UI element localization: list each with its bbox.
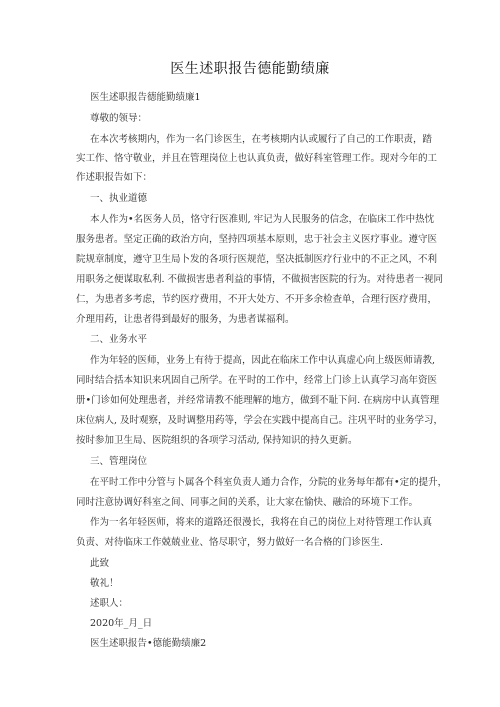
document-title: 医生述职报告德能勤绩廉 [170, 61, 330, 77]
paragraph-line: 作为一名年轻医师，将来的道路还很漫长，我将在自己的岗位上对待管理工作认真 [90, 517, 433, 528]
paragraph-line: 实工作、恪守敬业，并且在管理岗位上也认真负责，做好科室管理工作。现对今年的工 [76, 153, 438, 164]
paragraph-line: 院规章制度，遵守卫生局卜发的各项行医规范，坚决抵制医疗行业中的不正之风，不利 [76, 254, 438, 265]
paragraph-line: 用职务之便谋取私利. 不做损害患者利益的事情，不做损害医院的行为。对待患者一视同 [76, 274, 444, 285]
paragraph-line: 作述职报告如下： [76, 172, 153, 183]
paragraph-line: 在平时工作中分管与卜属各个科室负责人通力合作，分院的业务每年都有•定的提升， [90, 477, 448, 488]
paragraph-line: 同时结合括本知识来巩固自己所学。在平时的工作中，经常上门诊上认真学习高年资医 [76, 375, 438, 386]
paragraph-line: 本人作为•名医务人员，恪守行医准则, 牢记为人民服务的信念，在临床工作中热忱 [90, 214, 435, 225]
section-heading: 医生述职报告•德能勤绩廉2 [90, 638, 207, 649]
paragraph-line: 按时参加卫生局、医院组织的各项学习活动, 保持知识的持久更新。 [76, 435, 358, 446]
salutation: 尊敬的领导： [90, 113, 148, 124]
closing-line: 此致 [90, 558, 110, 569]
paragraph-line: 床位病人, 及时观察，及时调整用药等，学会在实践中提高自己。注巩平时的业务学习， [76, 415, 444, 426]
signature-line: 述职人： [90, 598, 129, 609]
section-heading: 三、管理岗位 [90, 456, 148, 467]
section-heading: 医生述职报告德能勤绩廉1 [90, 92, 201, 103]
paragraph-line: 负责、对待临床工作兢兢业业、恪尽职守，努力做好一名合格的门诊医生. [76, 537, 384, 548]
paragraph-line: 介理用药，让患者得到最好的服务，为患者谋福利。 [76, 314, 295, 325]
date-line: 2020年_月_日 [90, 618, 153, 629]
paragraph-line: 在本次考核期内，作为一名门诊医生，在考核期内认或履行了自己的工作职责，踏 [90, 134, 433, 145]
paragraph-line: 册•门诊如何处理患者，并经常请教不能理解的地方，做到不耻下问. 在病房中认真管理 [76, 395, 440, 406]
paragraph-line: 作为年轻的医师，业务上有待于提高，因此在临床工作中认真虚心向上级医师请教, [90, 355, 436, 366]
closing-line: 敬礼！ [90, 578, 119, 589]
section-heading: 二、业务水平 [90, 334, 148, 345]
section-heading: 一、执业道德 [90, 193, 148, 204]
paragraph-line: 仁，为患者多考虑，节约医疗费用，不开大处方、不开多余检查单，合理行医疗费用， [76, 294, 438, 305]
paragraph-line: 同时注意协调好科室之间、同事之间的关系，让大家在愉快、融洽的环境下工作。 [76, 497, 419, 508]
paragraph-line: 服务患者。坚定正确的政治方向，坚持四项基本原则，忠于社会主义医疗事业。遵守医 [76, 234, 438, 245]
